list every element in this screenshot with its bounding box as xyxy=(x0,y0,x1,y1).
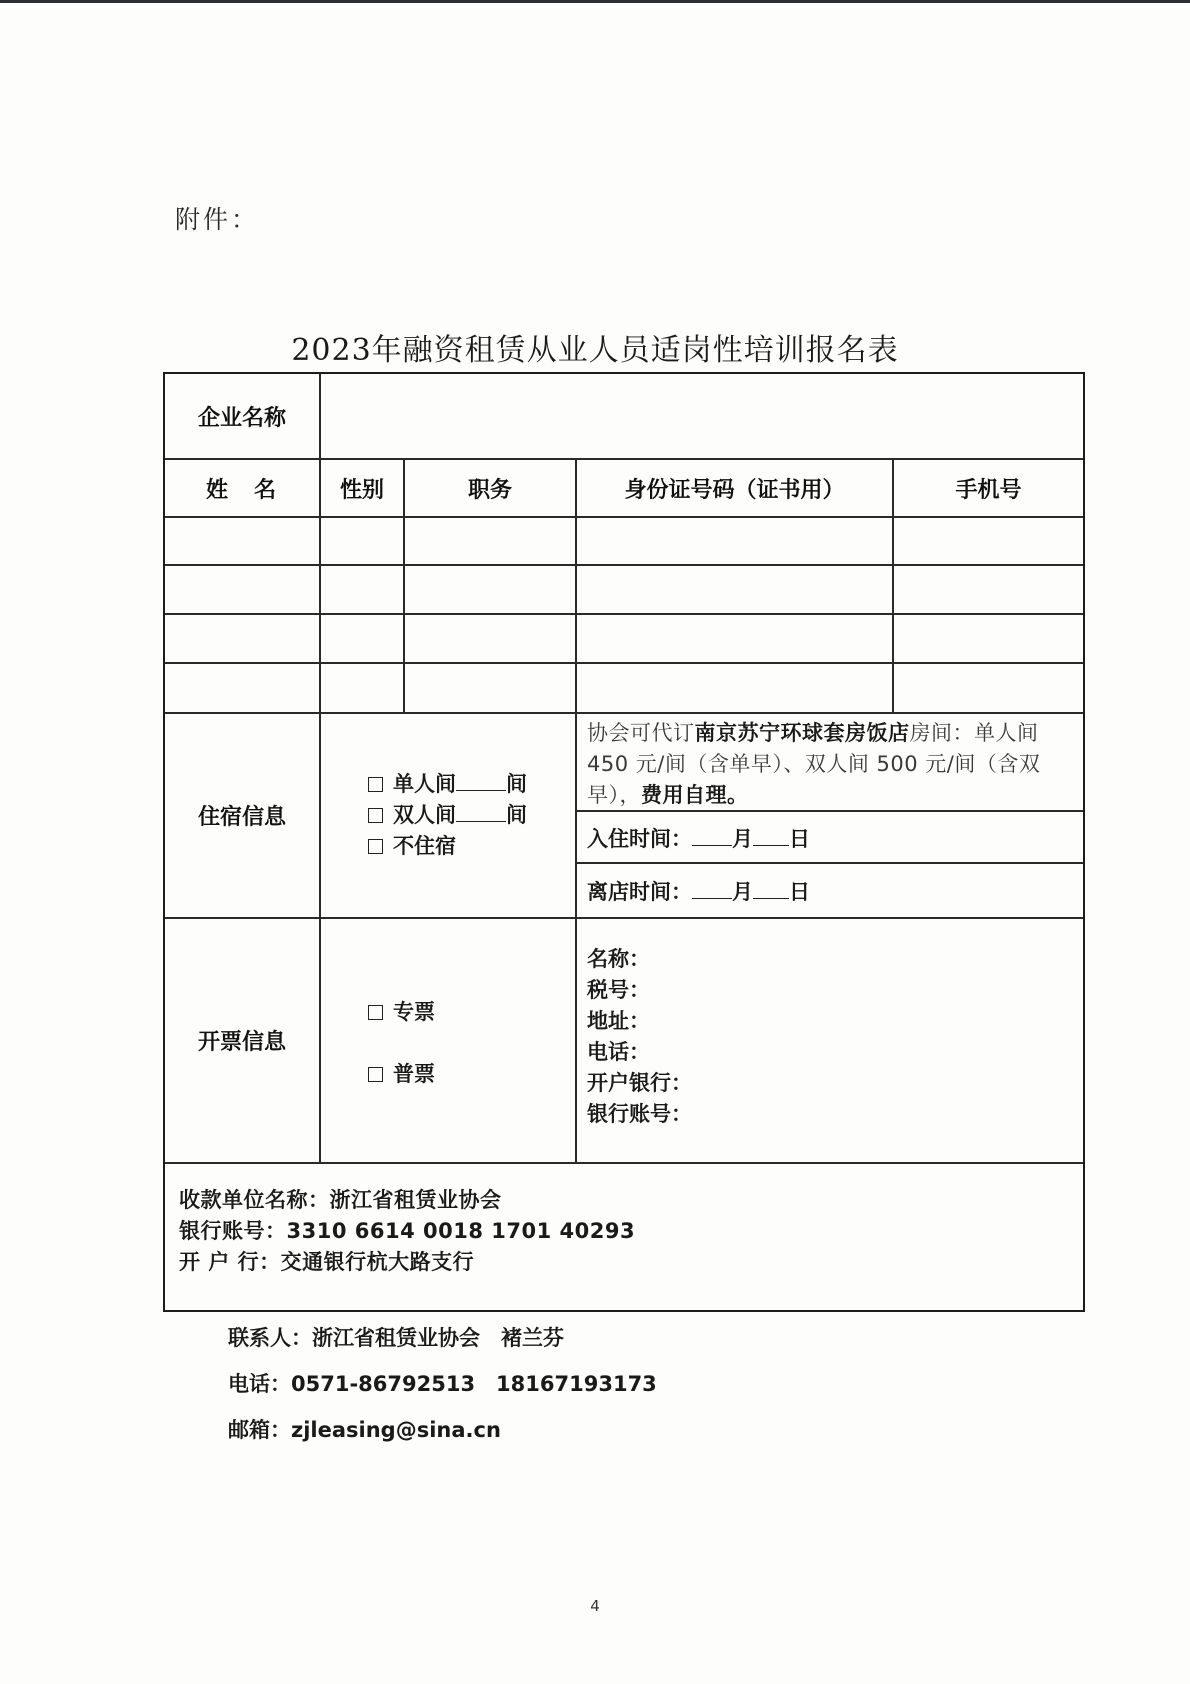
row-divider xyxy=(575,862,1083,864)
checkbox-icon[interactable] xyxy=(368,1067,383,1082)
lodging-options xyxy=(368,769,527,862)
invoice-field-account[interactable]: 银行账号： xyxy=(587,1102,692,1126)
checkbox-icon[interactable] xyxy=(368,1005,383,1020)
table-row[interactable] xyxy=(165,615,1083,662)
invoice-field-phone[interactable]: 电话： xyxy=(587,1040,650,1064)
option-general-invoice[interactable]: 普票 xyxy=(368,1058,435,1088)
contact-phone: 电话：0571-86792513 18167193173 xyxy=(228,1372,657,1396)
company-name-field[interactable] xyxy=(321,374,1083,458)
option-no-lodging[interactable]: 不住宿 xyxy=(368,831,527,862)
col-header-position: 职务 xyxy=(467,477,512,503)
hotel-name: 南京苏宁环球套房饭店 xyxy=(694,721,910,745)
invoice-field-tax-id[interactable]: 税号： xyxy=(587,978,650,1002)
attachment-label: 附件： xyxy=(175,205,260,234)
col-header-mobile: 手机号 xyxy=(955,477,1022,503)
invoice-fields xyxy=(587,944,692,1130)
checkbox-icon[interactable] xyxy=(368,839,383,854)
option-single-room[interactable]: 单人间 间 xyxy=(368,769,527,800)
invoice-field-name[interactable]: 名称： xyxy=(587,947,650,971)
contact-email[interactable]: 邮箱：zjleasing@sina.cn xyxy=(228,1418,501,1442)
invoice-label: 开票信息 xyxy=(197,1030,286,1055)
payee-bank: 开 户 行：交通银行杭大路支行 xyxy=(179,1250,475,1274)
invoice-field-bank[interactable]: 开户银行： xyxy=(587,1071,692,1095)
option-double-room[interactable]: 双人间 间 xyxy=(368,800,527,831)
contact-person: 联系人：浙江省租赁业协会 褚兰芬 xyxy=(228,1326,564,1350)
payee-account: 银行账号：3310 6614 0018 1701 40293 xyxy=(179,1219,636,1243)
checkout-date[interactable]: 离店时间： 月 日 xyxy=(587,880,810,904)
registration-form xyxy=(163,372,1085,1312)
lodging-label: 住宿信息 xyxy=(197,805,286,830)
table-row[interactable] xyxy=(165,566,1083,613)
checkbox-icon[interactable] xyxy=(368,808,383,823)
col-header-id-number: 身份证号码（证书用） xyxy=(624,477,845,503)
scan-edge xyxy=(0,0,1190,3)
checkin-date[interactable]: 入住时间： 月 日 xyxy=(587,827,810,851)
form-title: 2023年融资租赁从业人员适岗性培训报名表 xyxy=(291,333,899,368)
payee-name: 收款单位名称：浙江省租赁业协会 xyxy=(179,1188,502,1212)
checkbox-icon[interactable] xyxy=(368,777,383,792)
hotel-note: 协会可代订南京苏宁环球套房饭店房间：单人间 450 元/间（含单早）、双人间 500 元/间（含双早），费用自理。 xyxy=(587,721,1041,807)
option-special-invoice[interactable]: 专票 xyxy=(368,996,435,1026)
col-header-name: 姓 名 xyxy=(205,477,278,503)
page-number: 4 xyxy=(590,1597,600,1615)
payee-info xyxy=(179,1185,635,1278)
col-header-gender: 性别 xyxy=(339,477,384,503)
company-name-label: 企业名称 xyxy=(197,405,286,431)
table-row[interactable] xyxy=(165,518,1083,564)
invoice-field-address[interactable]: 地址： xyxy=(587,1009,650,1033)
table-row[interactable] xyxy=(165,664,1083,712)
row-divider xyxy=(165,1162,1083,1164)
